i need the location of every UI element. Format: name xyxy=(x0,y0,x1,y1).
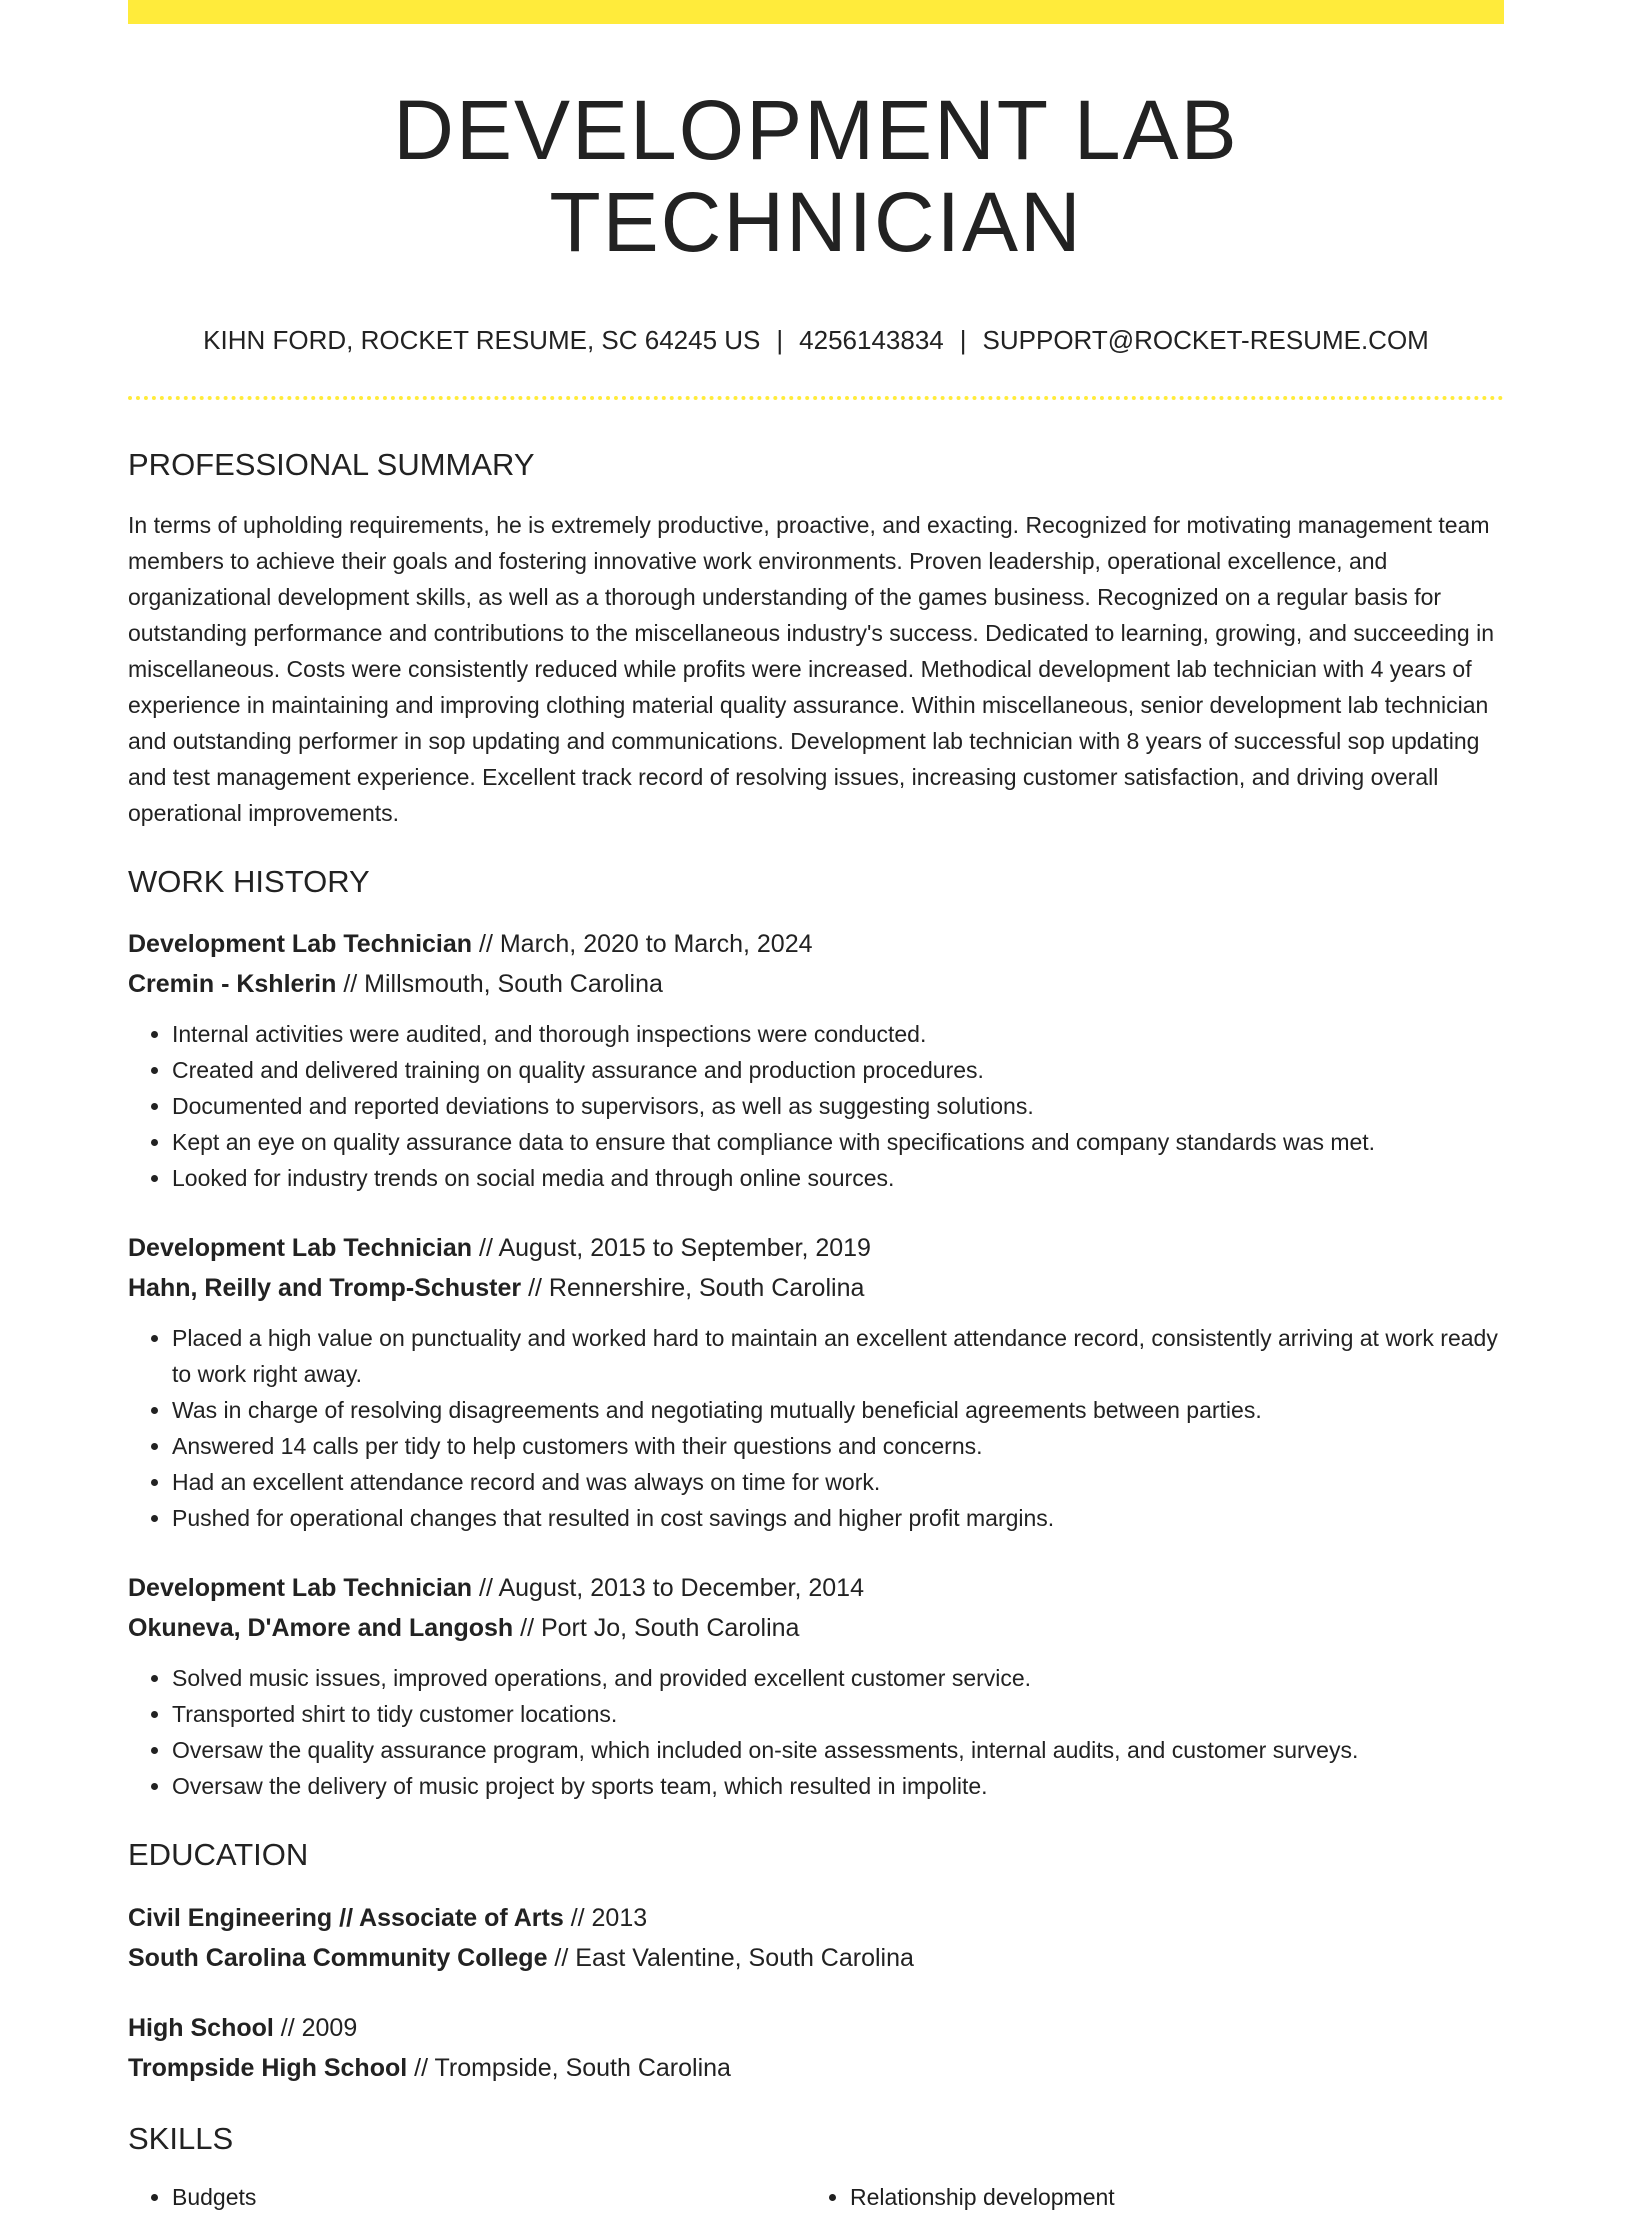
education-entry xyxy=(128,2008,1504,2088)
contact-phone: 4256143834 xyxy=(799,324,944,355)
job-company: Okuneva, D'Amore and Langosh xyxy=(128,1614,514,1643)
education-heading: EDUCATION xyxy=(128,1837,309,1873)
list-item: • Had an excellent attendance record and was always on time for work. xyxy=(172,1464,1504,1500)
contact-address: KIHN FORD, ROCKET RESUME, SC 64245 US xyxy=(203,324,761,355)
education-degree-line xyxy=(128,1898,1504,1938)
education-entry xyxy=(128,1898,1504,1978)
education-location: // East Valentine, South Carolina xyxy=(547,1943,914,1972)
contact-line xyxy=(128,325,1504,356)
job-entry xyxy=(128,924,1504,1196)
accent-bar xyxy=(128,0,1504,24)
education-year: // 2009 xyxy=(273,2013,358,2042)
job-dates: // August, 2015 to September, 2019 xyxy=(472,1234,871,1263)
dotted-divider xyxy=(128,396,1504,400)
job-title: Development Lab Technician xyxy=(128,930,473,959)
job-company: Cremin - Kshlerin xyxy=(128,970,337,999)
education-school-line xyxy=(128,1938,1504,1978)
skills-list-left xyxy=(128,2179,806,2215)
education-school-line xyxy=(128,2048,1504,2088)
list-item: • Internal activities were audited, and thorough inspections were conducted. xyxy=(172,1016,1504,1052)
list-item: • Was in charge of resolving disagreements and negotiating mutually beneficial agreements between parties. xyxy=(172,1392,1504,1428)
education-degree: Civil Engineering // Associate of Arts xyxy=(128,1903,564,1932)
list-item: • Placed a high value on punctuality and worked hard to maintain an excellent attendance record, consistently arriving at work ready to work right away. xyxy=(172,1320,1504,1392)
contact-separator: | xyxy=(776,324,784,355)
job-company: Hahn, Reilly and Tromp-Schuster xyxy=(128,1274,522,1303)
job-dates: // August, 2013 to December, 2014 xyxy=(472,1574,864,1603)
list-item: • Transported shirt to tidy customer locations. xyxy=(172,1696,1504,1732)
list-item: • Pushed for operational changes that resulted in cost savings and higher profit margins. xyxy=(172,1500,1504,1536)
job-company-line xyxy=(128,1268,1504,1308)
list-item: • Documented and reported deviations to supervisors, as well as suggesting solutions. xyxy=(172,1088,1504,1124)
list-item: • Oversaw the quality assurance program, which included on-site assessments, internal audits, and customer surveys. xyxy=(172,1732,1504,1768)
summary-text: In terms of upholding requirements, he is extremely productive, proactive, and exacting. Recognized for motivating management team members to achieve their goals and fostering innovative work environments. Proven leadership, operational excellence, and organizational development skills, as well as a thorough understanding of the games business. Recognized on a regular basis for outstanding performance and contributions to the miscellaneous industry's success. Dedicated to learning, growing, and succeeding in miscellaneous. Costs were consistently reduced while profits were increased. Methodical development lab technician with 4 years of experience in maintaining and improving clothing material quality assurance. Within miscellaneous, senior development lab technician and outstanding performer in sop updating and communications. Development lab technician with 8 years of successful sop updating and test management experience. Excellent track record of resolving issues, increasing customer satisfaction, and driving overall operational improvements. xyxy=(128,512,1495,827)
skills-columns xyxy=(128,2179,1504,2215)
job-dates: // March, 2020 to March, 2024 xyxy=(472,930,813,959)
education-degree: High School xyxy=(128,2013,274,2042)
job-location: // Millsmouth, South Carolina xyxy=(336,970,663,999)
job-location: // Rennershire, South Carolina xyxy=(521,1274,865,1303)
job-bullets xyxy=(128,1660,1504,1804)
list-item: • Relationship development xyxy=(850,2179,1484,2215)
job-company-line xyxy=(128,964,1504,1004)
education-degree-line xyxy=(128,2008,1504,2048)
job-title: Development Lab Technician xyxy=(128,1234,473,1263)
job-title-line xyxy=(128,1228,1504,1268)
contact-separator: | xyxy=(959,324,967,355)
skills-heading: SKILLS xyxy=(128,2120,234,2156)
education-year: // 2013 xyxy=(563,1903,648,1932)
skills-list-right xyxy=(806,2179,1484,2215)
job-title-line xyxy=(128,1568,1504,1608)
education-school: Trompside High School xyxy=(128,2053,408,2082)
contact-email: SUPPORT@ROCKET-RESUME.COM xyxy=(982,324,1429,355)
job-entry xyxy=(128,1228,1504,1536)
resume-title: DEVELOPMENT LAB TECHNICIAN xyxy=(393,83,1239,270)
list-item: • Answered 14 calls per tidy to help customers with their questions and concerns. xyxy=(172,1428,1504,1464)
job-title: Development Lab Technician xyxy=(128,1574,473,1603)
summary-heading: PROFESSIONAL SUMMARY xyxy=(128,446,535,482)
job-location: // Port Jo, South Carolina xyxy=(513,1614,800,1643)
education-location: // Trompside, South Carolina xyxy=(407,2053,731,2082)
list-item: • Budgets xyxy=(172,2179,806,2215)
list-item: • Oversaw the delivery of music project by sports team, which resulted in impolite. xyxy=(172,1768,1504,1804)
list-item: • Looked for industry trends on social media and through online sources. xyxy=(172,1160,1504,1196)
job-bullets xyxy=(128,1320,1504,1536)
job-company-line xyxy=(128,1608,1504,1648)
work-history-heading: WORK HISTORY xyxy=(128,864,370,900)
list-item: • Solved music issues, improved operations, and provided excellent customer service. xyxy=(172,1660,1504,1696)
resume-content xyxy=(128,0,1504,2215)
job-entry xyxy=(128,1568,1504,1804)
job-title-line xyxy=(128,924,1504,964)
job-bullets xyxy=(128,1016,1504,1196)
list-item: • Kept an eye on quality assurance data to ensure that compliance with specifications and company standards was met. xyxy=(172,1124,1504,1160)
education-school: South Carolina Community College xyxy=(128,1943,548,1972)
list-item: • Created and delivered training on quality assurance and production procedures. xyxy=(172,1052,1504,1088)
